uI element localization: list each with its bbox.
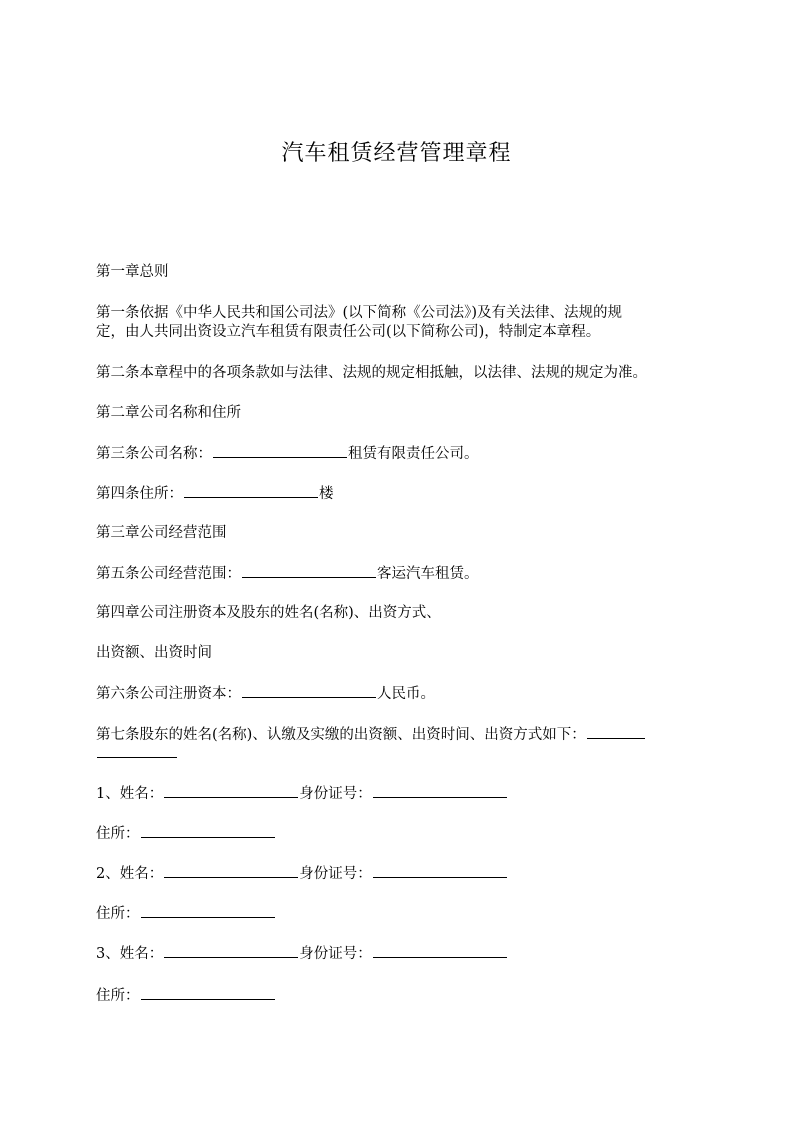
chapter-4-heading-line-1: 第四章公司注册资本及股东的姓名(名称)、出资方式、 xyxy=(96,605,441,621)
shareholder-1-address-blank[interactable] xyxy=(141,822,275,838)
article-7-label: 第七条股东的姓名(名称)、认缴及实缴的出资额、出资时间、出资方式如下： xyxy=(96,727,586,743)
shareholder-2-name-label: 2、姓名： xyxy=(96,866,164,882)
shareholder-3-address-blank[interactable] xyxy=(141,984,275,1000)
article-4 xyxy=(96,482,334,505)
article-4-label: 第四条住所： xyxy=(96,486,183,502)
article-3-label: 第三条公司名称： xyxy=(96,446,212,462)
company-name-blank[interactable] xyxy=(213,442,347,458)
article-7-continuation xyxy=(96,742,178,765)
article-7-blank-1[interactable] xyxy=(587,723,645,739)
chapter-3-heading: 第三章公司经营范围 xyxy=(96,525,227,541)
shareholder-2-address-blank[interactable] xyxy=(141,902,275,918)
shareholder-1-address-label: 住所： xyxy=(96,826,140,842)
article-1-line-1: 第一条依据《中华人民共和国公司法》(以下简称《公司法》)及有关法律、法规的规 xyxy=(96,305,623,321)
shareholder-2-id-label: 身份证号： xyxy=(299,866,372,882)
shareholder-2-address-row xyxy=(96,902,276,925)
article-6 xyxy=(96,682,435,705)
article-6-label: 第六条公司注册资本： xyxy=(96,686,241,702)
registered-capital-blank[interactable] xyxy=(242,682,376,698)
article-5-suffix: 客运汽车租赁。 xyxy=(377,566,479,582)
article-3 xyxy=(96,442,479,465)
shareholder-2-address-label: 住所： xyxy=(96,906,140,922)
shareholder-3-name-label: 3、姓名： xyxy=(96,946,164,962)
address-blank[interactable] xyxy=(184,482,318,498)
shareholder-1-address-row xyxy=(96,822,276,845)
article-2: 第二条本章程中的各项条款如与法律、法规的规定相抵触，以法律、法规的规定为准。 xyxy=(96,365,647,381)
shareholder-1-name-label: 1、姓名： xyxy=(96,786,164,802)
article-3-suffix: 租赁有限责任公司。 xyxy=(348,446,479,462)
shareholder-1-row xyxy=(96,782,508,805)
article-7-blank-2[interactable] xyxy=(97,742,177,758)
shareholder-1-id-blank[interactable] xyxy=(373,782,507,798)
shareholder-2-name-blank[interactable] xyxy=(164,862,298,878)
article-5 xyxy=(96,562,479,585)
article-1-line-2: 定，由人共同出资设立汽车租赁有限责任公司(以下简称公司)，特制定本章程。 xyxy=(96,324,601,340)
shareholder-2-id-blank[interactable] xyxy=(373,862,507,878)
chapter-1-heading: 第一章总则 xyxy=(96,264,169,280)
shareholder-3-id-label: 身份证号： xyxy=(299,946,372,962)
shareholder-1-id-label: 身份证号： xyxy=(299,786,372,802)
chapter-4-heading-line-2: 出资额、出资时间 xyxy=(96,645,212,661)
shareholder-3-id-blank[interactable] xyxy=(373,942,507,958)
article-5-label: 第五条公司经营范围： xyxy=(96,566,241,582)
business-scope-blank[interactable] xyxy=(242,562,376,578)
shareholder-2-row xyxy=(96,862,508,885)
shareholder-1-name-blank[interactable] xyxy=(164,782,298,798)
document-title: 汽车租赁经营管理章程 xyxy=(281,141,512,166)
shareholder-3-address-label: 住所： xyxy=(96,988,140,1004)
article-7 xyxy=(96,723,646,746)
shareholder-3-row xyxy=(96,942,508,965)
article-6-suffix: 人民币。 xyxy=(377,686,435,702)
shareholder-3-address-row xyxy=(96,984,276,1007)
shareholder-3-name-blank[interactable] xyxy=(164,942,298,958)
article-4-suffix: 楼 xyxy=(319,486,334,502)
chapter-2-heading: 第二章公司名称和住所 xyxy=(96,405,241,421)
